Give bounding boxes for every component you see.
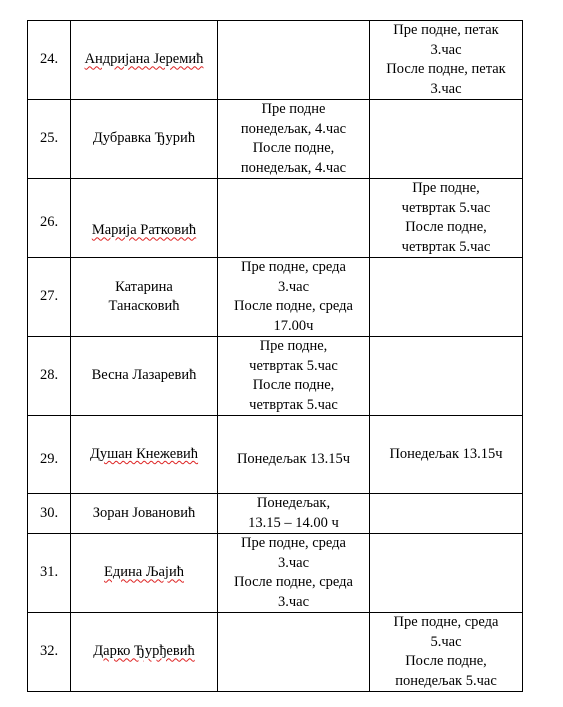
schedule-cell-a: Пре подне, среда 3.час После подне, среда 17.00ч: [218, 258, 370, 337]
teacher-name: Катарина Танасковић: [108, 278, 180, 314]
teacher-name: Весна Лазаревић: [91, 367, 197, 384]
schedule-cell-a: [218, 613, 370, 692]
table-row: [28, 179, 523, 258]
teacher-name: [85, 50, 204, 70]
schedule-cell-a: Пре подне, четвртак 5.час После подне, четвртак 5.час: [218, 337, 370, 416]
teacher-name-cell: [71, 534, 218, 613]
teacher-name: [104, 563, 184, 583]
schedule-cell-a: [218, 179, 370, 258]
teacher-name-cell: [71, 100, 218, 179]
table-row: [28, 21, 523, 100]
schedule-cell-b: [370, 100, 523, 179]
row-number: [28, 416, 71, 494]
spellcheck-underline: Марија Ратковић: [91, 222, 197, 239]
teacher-name-cell: [71, 416, 218, 494]
spellcheck-underline: Едина Љајић: [104, 564, 184, 581]
spellcheck-underline: Душан Кнежевић: [89, 445, 199, 462]
schedule-cell-b: [370, 534, 523, 613]
teacher-name-cell: [71, 258, 218, 337]
row-number: 28.: [28, 337, 71, 416]
row-number-text: 29.: [39, 450, 59, 467]
spellcheck-underline: Дарко Ђурђевић: [93, 643, 195, 660]
schedule-table: [27, 20, 523, 692]
spellcheck-underline: Андријана Јеремић: [84, 51, 204, 68]
table-row: [28, 258, 523, 337]
teacher-name: Зоран Јовановић: [92, 504, 196, 521]
schedule-cell-b: Пре подне, среда 5.час После подне, понедељак 5.час: [370, 613, 523, 692]
row-number: 31.: [28, 534, 71, 613]
row-number: 25.: [28, 100, 71, 179]
row-number: 27.: [28, 258, 71, 337]
teacher-name-cell: [71, 494, 218, 534]
schedule-text: Понедељак 13.15ч: [236, 450, 351, 467]
table-row: [28, 613, 523, 692]
schedule-cell-b: [370, 494, 523, 534]
table-row: [28, 337, 523, 416]
teacher-name-cell: [71, 337, 218, 416]
schedule-cell-b: Пре подне, четвртак 5.час После подне, четвртак 5.час: [370, 179, 523, 258]
teacher-name: [93, 642, 194, 662]
teacher-name-cell: [71, 21, 218, 100]
table-row: [28, 494, 523, 534]
table-row: [28, 534, 523, 613]
table-row: [28, 100, 523, 179]
schedule-cell-a: [218, 416, 370, 494]
row-number: 30.: [28, 494, 71, 534]
schedule-cell-a: Пре подне понедељак, 4.час После подне, понедељак, 4.час: [218, 100, 370, 179]
row-number: 32.: [28, 613, 71, 692]
schedule-cell-b: [370, 258, 523, 337]
teacher-name: [73, 221, 215, 241]
schedule-cell-a: Понедељак, 13.15 – 14.00 ч: [218, 494, 370, 534]
schedule-cell-a: Пре подне, среда 3.час После подне, среда 3.час: [218, 534, 370, 613]
teacher-name-cell: [71, 613, 218, 692]
schedule-cell-b: [370, 337, 523, 416]
teacher-name: Дубравка Ђурић: [92, 130, 196, 147]
table-row: [28, 416, 523, 494]
row-number-text: 26.: [39, 214, 59, 231]
schedule-cell-b: Понедељак 13.15ч: [370, 416, 523, 494]
row-number: [28, 179, 71, 258]
row-number: 24.: [28, 21, 71, 100]
teacher-name: [90, 445, 198, 465]
schedule-cell-a: [218, 21, 370, 100]
teacher-name-cell: [71, 179, 218, 258]
schedule-cell-b: Пре подне, петак 3.час После подне, петак 3.час: [370, 21, 523, 100]
